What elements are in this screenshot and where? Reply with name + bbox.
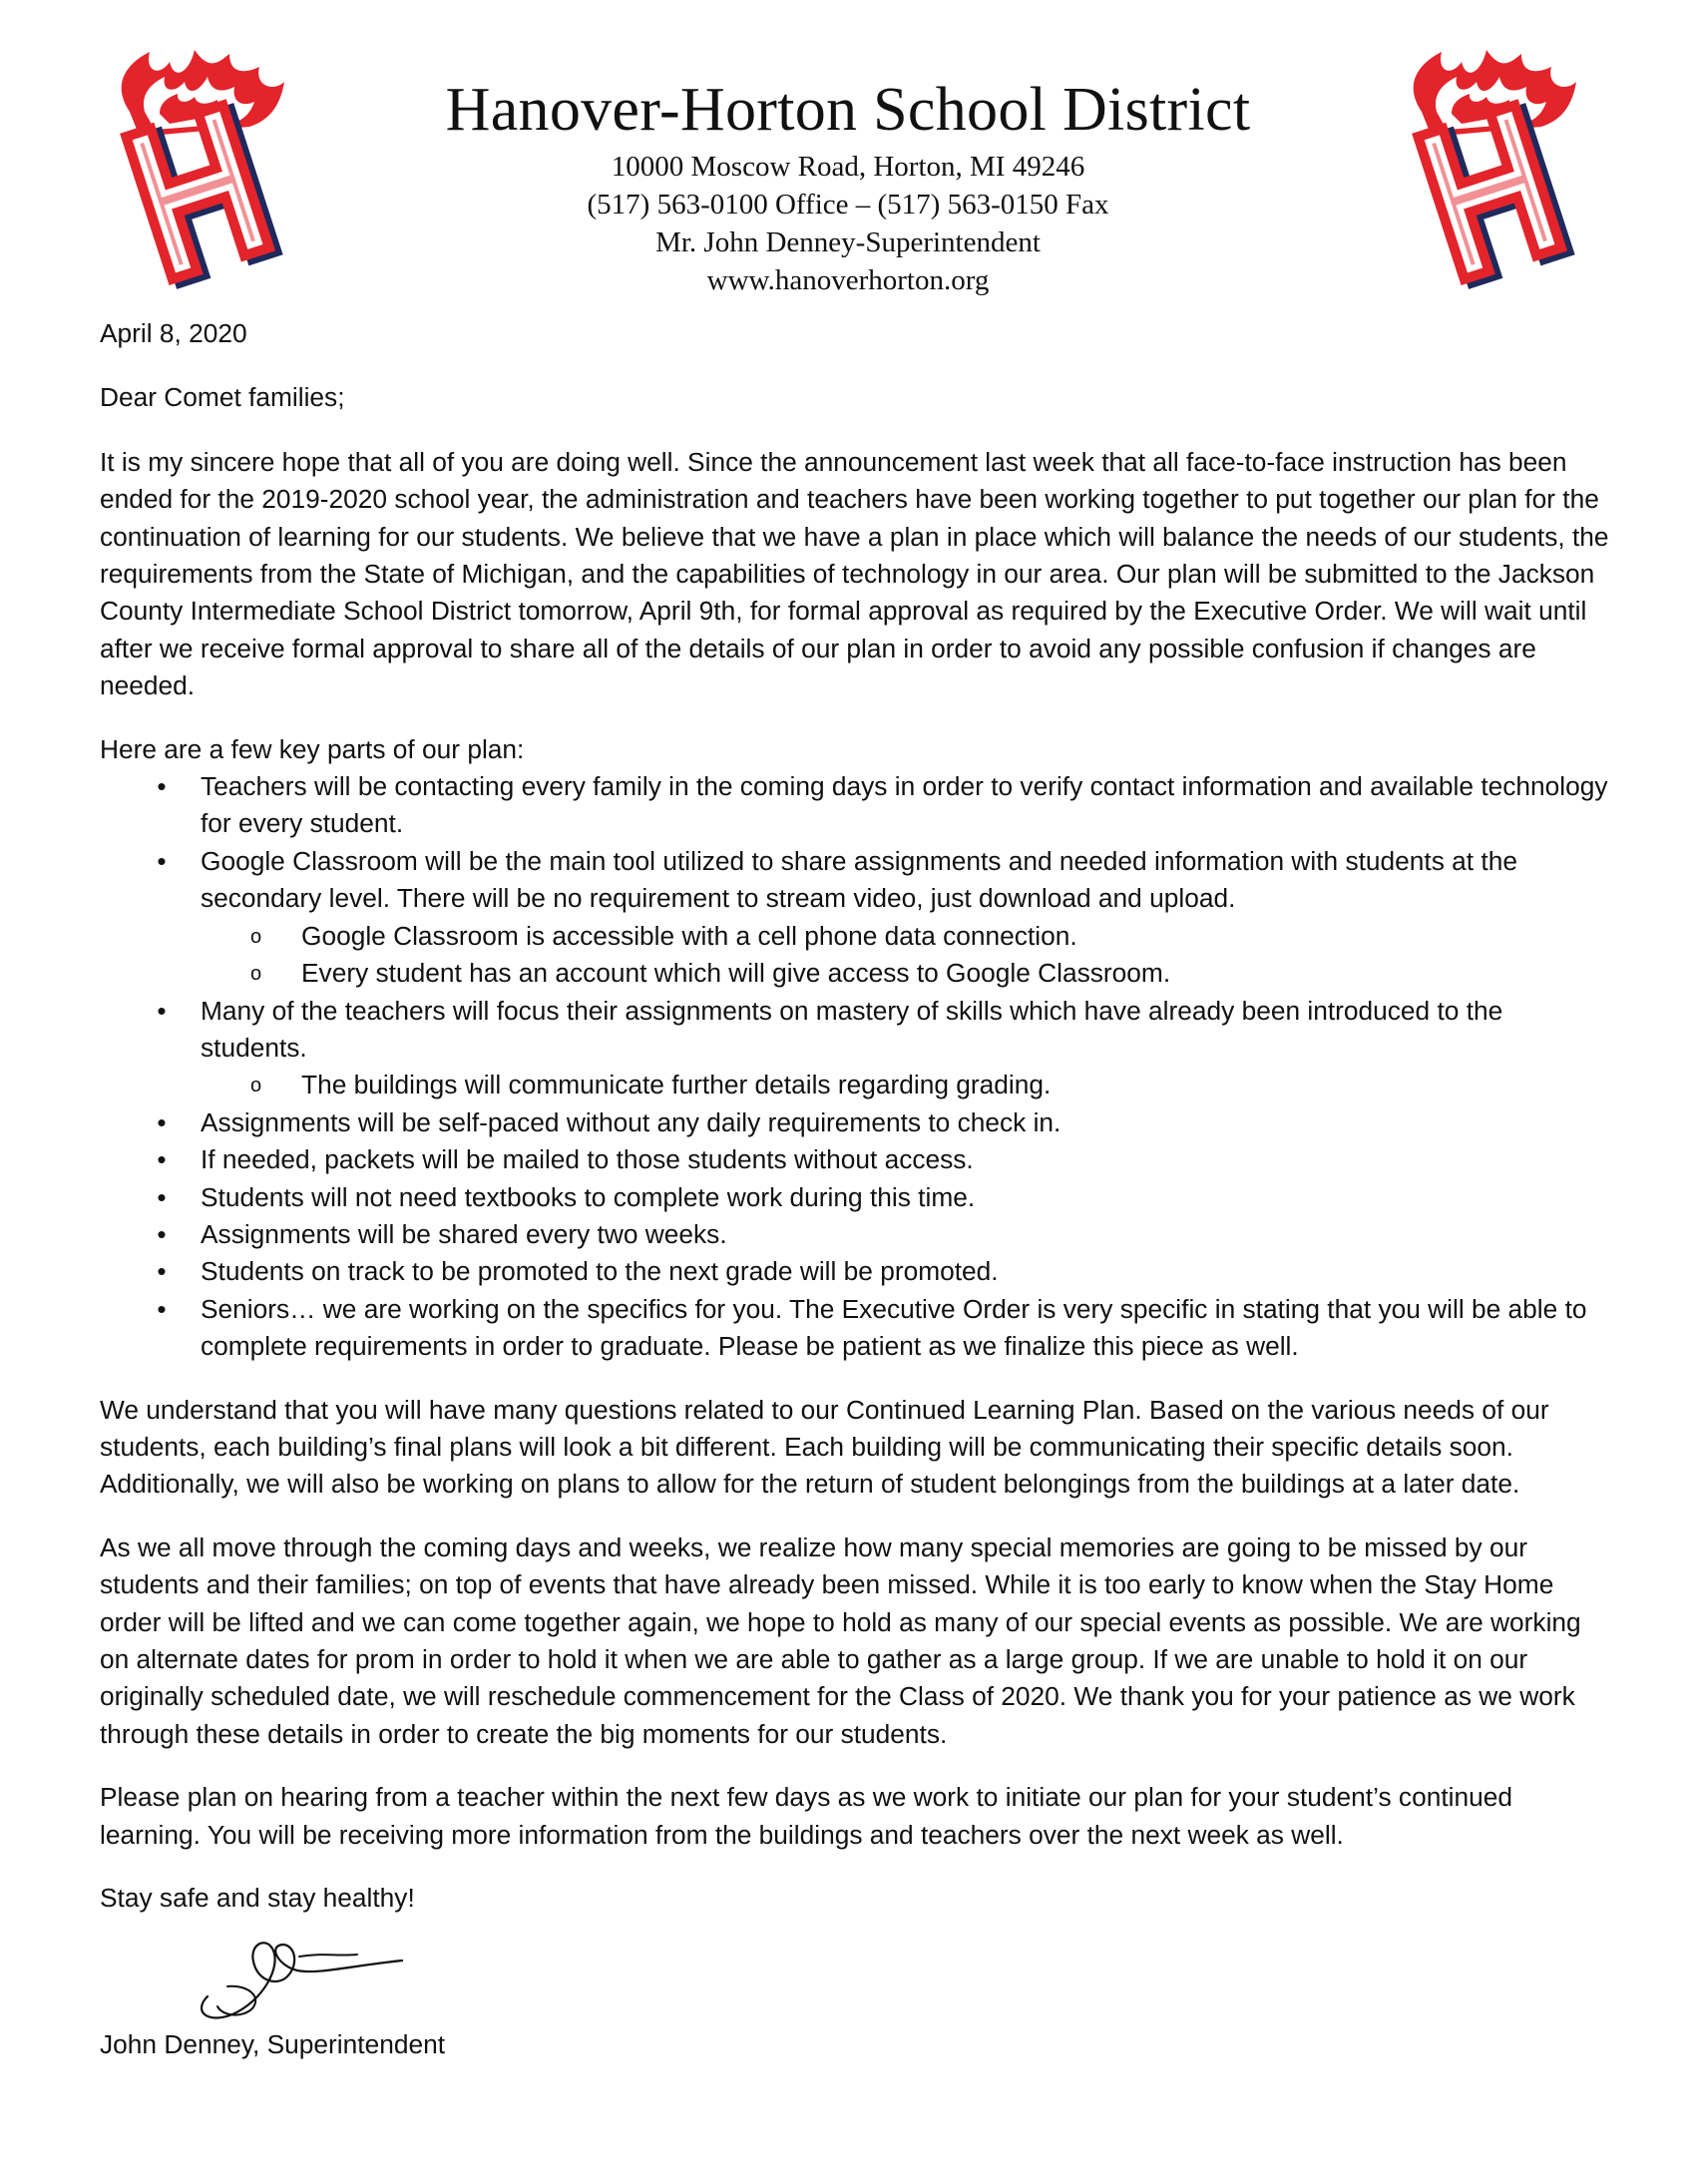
district-name: Hanover-Horton School District xyxy=(445,76,1251,144)
signature-graphic xyxy=(188,1927,417,2026)
sub-list xyxy=(201,918,1616,993)
bullet-icon: • xyxy=(157,771,167,802)
district-address: 10000 Moscow Road, Horton, MI 49246 xyxy=(611,151,1085,183)
sub-list-item xyxy=(201,918,1616,955)
list-item-text: Seniors… we are working on the specifics for you. The Executive Order is very specific in stating that you will be able to complete requirements in order to graduate. Please be patient as we finalize this piece as well. xyxy=(201,1293,1587,1362)
letter-salutation: Dear Comet families; xyxy=(100,382,345,413)
district-website: www.hanoverhorton.org xyxy=(706,264,990,296)
list-item xyxy=(100,1216,1616,1253)
list-item-text: Many of the teachers will focus their assignments on mastery of skills which have already been introduced to the students. xyxy=(201,995,1503,1063)
letterhead xyxy=(329,72,1367,299)
letter-date: April 8, 2020 xyxy=(100,318,247,348)
sub-bullet-icon: o xyxy=(250,925,262,948)
bullet-icon: • xyxy=(157,845,167,876)
district-phone-fax: (517) 563-0100 Office – (517) 563-0150 Fax xyxy=(587,189,1109,220)
hh-letters-graphic xyxy=(120,97,283,290)
sub-list-item-text: Google Classroom is accessible with a cell phone data connection. xyxy=(301,920,1077,951)
list-item-text: Students will not need textbooks to complete work during this time. xyxy=(201,1181,976,1212)
bullet-icon: • xyxy=(157,1106,167,1137)
sub-list-item xyxy=(201,1067,1616,1103)
paragraph-4: Please plan on hearing from a teacher within the next few days as we work to initiate our plan for your student’s continued learning. You will be receiving more information from the buildings and teachers over the next week as well. xyxy=(100,1782,1512,1850)
list-item xyxy=(100,768,1616,843)
district-logo-right xyxy=(1392,42,1591,301)
sub-list xyxy=(201,1067,1616,1103)
list-item-text: If needed, packets will be mailed to those students without access. xyxy=(201,1144,974,1175)
letter-body xyxy=(100,315,1616,2064)
district-logo-left xyxy=(100,42,299,301)
hh-letters-graphic xyxy=(1412,97,1575,290)
paragraph-3: As we all move through the coming days and weeks, we realize how many special memories are going to be missed by our students and their families; on top of events that have already been missed. While it is too early to know when the Stay Home order will be lifted and we can come together again, we hope to hold as many of our special events as possible. We are working on alternate dates for prom in order to hold it when we are able to gather as a large group. If we are unable to hold it on our originally scheduled date, we will reschedule commencement for the Class of 2020. We thank you for your patience as we work through these details in order to create the big moments for our students. xyxy=(100,1531,1581,1749)
bullet-icon: • xyxy=(157,1293,167,1324)
list-item xyxy=(100,1253,1616,1290)
list-item-text: Assignments will be self-paced without any daily requirements to check in. xyxy=(201,1106,1061,1137)
sub-list-item-text: Every student has an account which will give access to Google Classroom. xyxy=(301,958,1171,989)
sub-bullet-icon: o xyxy=(250,1075,262,1097)
paragraph-2: We understand that you will have many questions related to our Continued Learning Plan. Based on the various needs of our students, each building’s final plans will look a bit different. Each building will be communicating their specific details soon. Additionally, we will also be working on plans to allow for the return of student belongings from the buildings at a later date. xyxy=(100,1394,1549,1500)
bullet-icon: • xyxy=(157,1144,167,1175)
bullet-icon: • xyxy=(157,1181,167,1212)
bullet-icon: • xyxy=(157,1256,167,1287)
sub-bullet-icon: o xyxy=(250,963,262,986)
bullet-icon: • xyxy=(157,995,167,1026)
list-item xyxy=(100,993,1616,1104)
list-item-text: Teachers will be contacting every family in the coming days in order to verify contact information and available technology for every student. xyxy=(201,771,1608,839)
list-item-text: Students on track to be promoted to the next grade will be promoted. xyxy=(201,1256,999,1287)
list-item xyxy=(100,1141,1616,1178)
district-superintendent: Mr. John Denney-Superintendent xyxy=(655,226,1041,258)
signer-name: John Denney, Superintendent xyxy=(100,2029,446,2060)
sub-list-item-text: The buildings will communicate further details regarding grading. xyxy=(301,1070,1052,1100)
key-parts-list xyxy=(100,768,1616,1366)
bullet-icon: • xyxy=(157,1218,167,1249)
paragraph-1: It is my sincere hope that all of you are doing well. Since the announcement last week that all face-to-face instruction has been ended for the 2019-2020 school year, the administration and teachers have been working together to put together our plan for the continuation of learning for our students. We believe that we have a plan in place which will balance the needs of our students, the requirements from the State of Michigan, and the capabilities of technology in our area. Our plan will be submitted to the Jackson County Intermediate School District tomorrow, April 9th, for formal approval as required by the Executive Order. We will wait until after we receive formal approval to share all of the details of our plan in order to avoid any possible confusion if changes are needed. xyxy=(100,446,1609,701)
key-parts-intro: Here are a few key parts of our plan: xyxy=(100,733,525,764)
list-item xyxy=(100,843,1616,993)
list-item xyxy=(100,1291,1616,1366)
list-item xyxy=(100,1104,1616,1141)
list-item-text: Google Classroom will be the main tool utilized to share assignments and needed information with students at the secondary level. There will be no requirement to stream video, just download and upload. xyxy=(201,845,1517,914)
list-item-text: Assignments will be shared every two weeks. xyxy=(201,1218,727,1249)
closing-line: Stay safe and stay healthy! xyxy=(100,1883,415,1914)
sub-list-item xyxy=(201,955,1616,992)
list-item xyxy=(100,1179,1616,1216)
